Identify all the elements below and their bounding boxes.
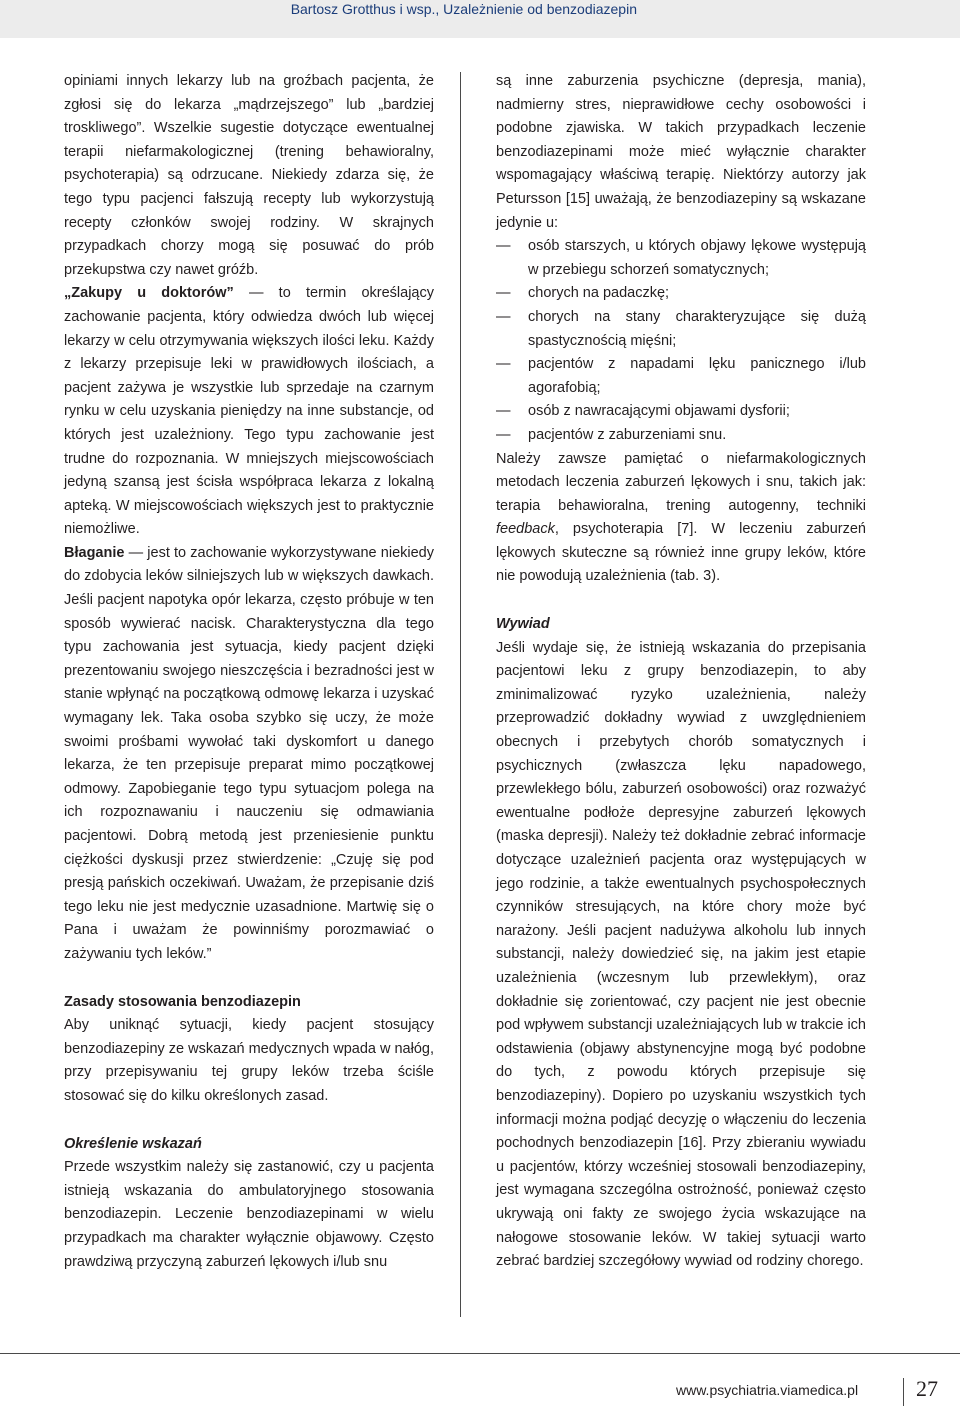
list-item: — pacjentów z zaburzeniami snu. [496, 424, 866, 448]
paragraph-other-disorders: są inne zaburzenia psychiczne (depresja, mania), nadmierny stres, nieprawidłowe cechy osobowości i podobne zjawiska. W takich przypadkach leczenie benzodiazepinami może mieć wyłącznie charakter wspomagający właściwą terapię. Niektórzy autorzy jak Petursson [15] uważają, że benzodiazepiny są wskazane jedynie u: [496, 73, 866, 231]
paragraph-nonpharma [496, 448, 866, 590]
column-divider [460, 72, 461, 1317]
section-gap [496, 589, 866, 613]
term-begging: Błaganie [64, 544, 125, 561]
nonpharma-text-a: Należy zawsze pamiętać o niefarmakologicznych metodach leczenia zaburzeń lękowych i snu, takich jak: terapia behawioralna, trening autogenny, techniki [496, 450, 866, 514]
footer-url[interactable]: www.psychiatria.viamedica.pl [676, 1382, 859, 1398]
section-gap [64, 1109, 434, 1133]
list-item: — chorych na padaczkę; [496, 282, 866, 306]
nonpharma-text-b: , psychoterapia [7]. W leczeniu zaburzeń lękowych skuteczne są również inne grupy leków, które nie powodują uzależnienia (tab. 3). [496, 521, 866, 585]
running-header [0, 0, 960, 38]
heading-rules: Zasady stosowania benzodiazepin [64, 993, 301, 1010]
indications-list [496, 235, 866, 447]
paragraph-begging [64, 542, 434, 967]
paragraph-doctor-shopping [64, 282, 434, 542]
paragraph-rules: Aby uniknąć sytuacji, kiedy pacjent stosujący benzodiazepiny ze wskazań medycznych wpada w nałóg, przy przepisywaniu tej grupy leków trzeba ściśle stosować się do kilku określonych zasad. [64, 1017, 434, 1104]
section-gap [64, 967, 434, 991]
paragraph-opinions: opiniami innych lekarzy lub na groźbach pacjenta, że zgłosi się do lekarza „mądrzejszego” lub „bardziej troskliwego”. Wszelkie sugestie dotyczące ewentualnej terapii niefarmakologicznej (trening behawioralny, psychoterapia) są odrzucane. Niekiedy zdarza się, że tego typu pacjenci fałszują recepty lub wykorzystują recepty członków swojej rodziny. W skrajnych przypadkach chorzy mogą się posuwać do prób przekupstwa czy nawet gróźb. [64, 73, 434, 278]
heading-indications: Określenie wskazań [64, 1135, 202, 1152]
doctor-shopping-text: — to termin określający zachowanie pacjenta, który odwiedza dwóch lub więcej lekarzy w celu otrzymywania większych ilości leku. Każdy z lekarzy przepisuje leki w prawidłowych ilościach, a pacjent zażywa je wszystkie lub sprzedaje na czarnym rynku w celu uzyskania pieniędzy na inne substancje, od których jest uzależniony. Tego typu zachowanie jest trudne do rozpoznania. W mniejszych miejscowościach jedyną szansą jest ścisła współpraca lekarza z lokalną apteką. W miejscowościach większych jest to praktycznie niemożliwe. [64, 285, 435, 538]
paragraph-indications: Przede wszystkim należy się zastanowić, czy u pacjenta istnieją wskazania do ambulatoryjnego stosowania benzodiazepin. Leczenie benzodiazepinami w wielu przypadkach ma charakter wyłącznie objawowy. Często prawdziwą przyczyną zaburzeń lękowych i/lub snu [64, 1159, 434, 1270]
list-item: — osób starszych, u których objawy lękowe występują w przebiegu schorzeń somatycznych; [496, 235, 866, 282]
left-column [64, 70, 434, 1274]
footer-rule [0, 1353, 960, 1354]
list-item: — chorych na stany charakteryzujące się dużą spastycznością mięśni; [496, 306, 866, 353]
page-number: 27 [916, 1376, 938, 1401]
feedback-term: feedback [496, 521, 555, 538]
begging-text: — jest to zachowanie wykorzystywane niekiedy do zdobycia leków silniejszych lub w większych dawkach. Jeśli pacjent napotyka opór lekarza, często próbuje w ten sposób wywierać nacisk. Charakterystyczna dla tego typu zachowania jest sytuacja, kiedy pacjent dzięki prezentowaniu swojego nieszczęścia i bezradności jest w stanie wpłynąć na początkową odmowę lekarza i uzyskać wymagany lek. Taka osoba szybko się uczy, że może swoimi prośbami wywołać taki dyskomfort u danego lekarza, że ten przepisuje preparat mimo początkowej odmowy. Zapobieganie tego typu sytuacjom polega na ich rozpoznawaniu i nauczeniu się odmawiania pacjentowi. Dobrą metodą jest przeniesienie punktu ciężkości dyskusji przez stwierdzenie: „Czuję się pod presją pańskich oczekiwań. Uważam, że przepisanie dziś tego leku nie jest medycznie uzasadnione. Martwię się o Pana i uważam że powinniśmy porozmawiać o zażywaniu tych leków.” [64, 544, 434, 962]
right-column [496, 70, 866, 1274]
paragraph-history: Jeśli wydaje się, że istnieją wskazania do przepisania pacjentowi leku z grupy benzodiazepin, to aby zminimalizować ryzyko uzależnienia, należy przeprowadzić dokładny wywiad z uwzględnieniem obecnych i przebytych chorób somatycznych i psychicznych (zwłaszcza lęku napadowego, przewlekłego bólu, zaburzeń osobowości) oraz rozważyć ewentualne podłoże depresyjne zaburzeń lękowych (maska depresji). Należy też dokładnie zebrać informacje dotyczące uzależnień pacjenta oraz występujących w jego rodzinie, a także ewentualnych psychospołecznych czynników stresujących, na które chory może być narażony. Jeśli pacjent nadużywa alkoholu lub innych substancji, należy dowiedzieć się, na jakim jest etapie uzależnienia (wczesnym lub przewlekłym), oraz dokładnie się zorientować, czy pacjent nie jest obecnie pod wpływem substancji uzależniających lub w trakcie ich odstawienia (objawy abstynencyjne mogą być podobne do tych, z powodu których przepisuje się benzodiazepiny). Dopiero po uzyskaniu wszystkich tych informacji można podjąć decyzję o włączeniu do leczenia pochodnych benzodiazepin [16]. Przy zbieraniu wywiadu u pacjentów, którzy wcześniej stosowali benzodiazepiny, jest wymagana szczególna ostrożność, ponieważ często ukrywają oni fakty ze swojego życia wskazujące na nałogowe stosowanie leków. W takiej sytuacji warto zebrać bardziej szczegółowy wywiad od rodziny chorego. [496, 639, 866, 1270]
running-title: Bartosz Grotthus i wsp., Uzależnienie od benzodiazepin [290, 1, 637, 17]
heading-history: Wywiad [496, 616, 550, 633]
list-item: — osób z nawracającymi objawami dysforii; [496, 400, 866, 424]
list-item: — pacjentów z napadami lęku panicznego i/lub agorafobią; [496, 353, 866, 400]
term-doctor-shopping: „Zakupy u doktorów” [64, 285, 234, 302]
footer-divider [903, 1378, 904, 1406]
